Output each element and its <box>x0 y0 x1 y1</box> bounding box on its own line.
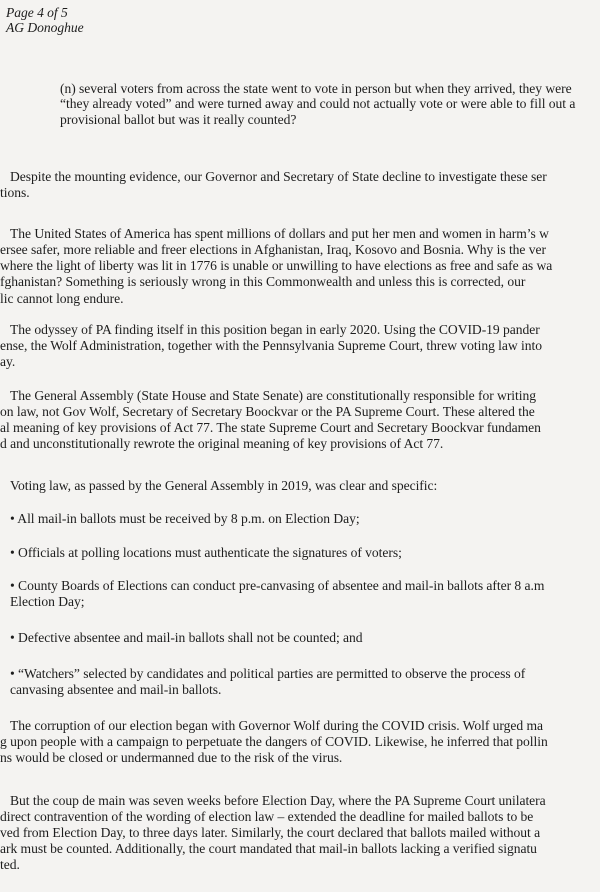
text-line: on law, not Gov Wolf, Secretary of Secretary Boockvar or the PA Supreme Court. These altered the <box>0 404 535 419</box>
text-line: The odyssey of PA finding itself in this position began in early 2020. Using the COVID-19 pander <box>10 322 540 337</box>
text-line: direct contravention of the wording of election law – extended the deadline for mailed ballots to be <box>0 809 534 824</box>
text-line: lic cannot long endure. <box>0 291 124 306</box>
text-line: But the coup de main was seven weeks before Election Day, where the PA Supreme Court unilatera <box>10 793 546 808</box>
text-line: ersee safer, more reliable and freer elections in Afghanistan, Iraq, Kosovo and Bosnia. Why is the ver <box>0 242 546 257</box>
recipient-header: AG Donoghue <box>6 20 84 35</box>
text-line: provisional ballot but was it really counted? <box>60 112 297 127</box>
bullet-item: • County Boards of Elections can conduct pre-canvasing of absentee and mail-in ballots after 8 a.m <box>10 578 545 593</box>
text-line: ay. <box>0 354 16 369</box>
text-line: Despite the mounting evidence, our Governor and Secretary of State decline to investigate these ser <box>10 169 547 184</box>
text-line: ved from Election Day, to three days later. Similarly, the court declared that ballots mailed without a <box>0 825 541 840</box>
bullet-item-continuation: canvasing absentee and mail-in ballots. <box>10 682 222 697</box>
text-line: ense, the Wolf Administration, together with the Pennsylvania Supreme Court, threw voting law into <box>0 338 542 353</box>
page-number: Page 4 of 5 <box>6 5 68 20</box>
text-line: ark must be counted. Additionally, the court mandated that mail-in ballots lacking a verified signatu <box>0 841 537 856</box>
text-line: where the light of liberty was lit in 1776 is unable or unwilling to have elections as free and safe as wa <box>0 258 553 273</box>
bullet-item: • Defective absentee and mail-in ballots shall not be counted; and <box>10 630 363 645</box>
bullet-item: • All mail-in ballots must be received by 8 p.m. on Election Day; <box>10 511 360 526</box>
text-line: ns would be closed or undermanned due to the risk of the virus. <box>0 750 343 765</box>
text-line: fghanistan? Something is seriously wrong in this Commonwealth and unless this is corrected, our <box>0 274 526 289</box>
text-line: “they already voted” and were turned away and could not actually vote or were able to fill out a <box>60 96 576 111</box>
text-line: d and unconstitutionally rewrote the original meaning of key provisions of Act 77. <box>0 436 444 451</box>
text-line: al meaning of key provisions of Act 77. The state Supreme Court and Secretary Boockvar fundamen <box>0 420 541 435</box>
bullet-item: • Officials at polling locations must authenticate the signatures of voters; <box>10 545 402 560</box>
text-line: The United States of America has spent millions of dollars and put her men and women in harm’s w <box>10 226 549 241</box>
bullet-item: • “Watchers” selected by candidates and political parties are permitted to observe the process of <box>10 666 526 681</box>
bullet-item-continuation: Election Day; <box>10 594 85 609</box>
text-line: g upon people with a campaign to perpetuate the dangers of COVID. Likewise, he inferred that pollin <box>0 734 548 749</box>
text-line: (n) several voters from across the state went to vote in person but when they arrived, they were <box>60 81 572 96</box>
text-line: tions. <box>0 185 30 200</box>
text-line: Voting law, as passed by the General Assembly in 2019, was clear and specific: <box>10 478 438 493</box>
text-line: The corruption of our election began with Governor Wolf during the COVID crisis. Wolf urged ma <box>10 718 543 733</box>
text-line: ted. <box>0 857 20 872</box>
text-line: The General Assembly (State House and State Senate) are constitutionally responsible for writing <box>10 388 536 403</box>
